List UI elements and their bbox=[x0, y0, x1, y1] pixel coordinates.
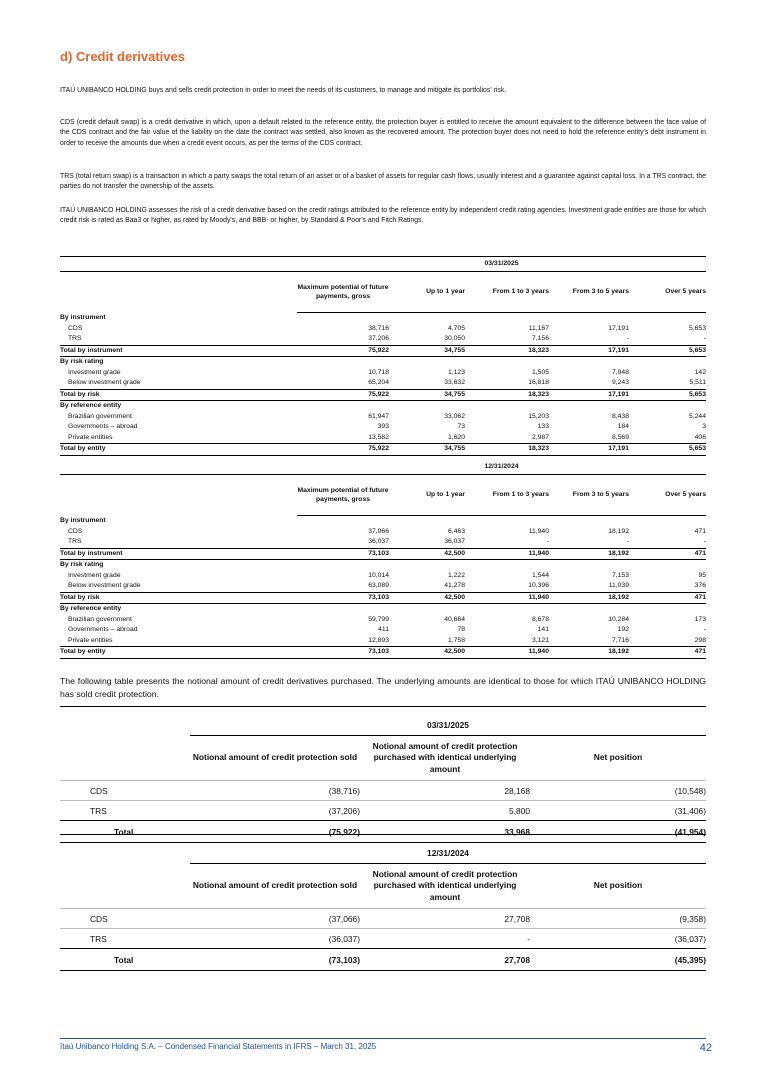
table-cell: Total bbox=[60, 821, 190, 843]
table-cell: 27,708 bbox=[360, 949, 530, 971]
table-cell: 36,037 bbox=[444, 538, 465, 546]
table-cell: Total bbox=[60, 949, 190, 971]
table-cell: Investment grade bbox=[68, 571, 121, 579]
table-cell: 28,168 bbox=[360, 781, 530, 801]
table-cell: Private entities bbox=[68, 433, 113, 441]
col-header-1-to-3: From 1 to 3 years bbox=[465, 475, 549, 516]
table-cell: 5,653 bbox=[629, 444, 706, 456]
table-cell: 471 bbox=[694, 527, 706, 535]
table-row bbox=[60, 433, 706, 444]
table-cell: 16,818 bbox=[528, 379, 549, 387]
table-cell: 18,192 bbox=[549, 647, 629, 659]
total-row bbox=[60, 647, 706, 659]
col-header-up-to-1: Up to 1 year bbox=[389, 475, 465, 516]
table-cell: 61,947 bbox=[368, 412, 389, 420]
table-cell: (73,103) bbox=[190, 949, 360, 971]
group-row bbox=[60, 313, 706, 324]
table-cell: 34,755 bbox=[389, 389, 465, 401]
table-cell: 9,243 bbox=[611, 379, 629, 387]
table-date: 12/31/2024 bbox=[297, 460, 706, 475]
col-header-net-position: Net position bbox=[593, 752, 643, 763]
table-cell: 10,396 bbox=[528, 582, 549, 590]
intro-paragraph: ITAÚ UNIBANCO HOLDING buys and sells credit protection in order to meet the needs of its customers, to manage and mitigate its portfolios' risk. bbox=[60, 87, 507, 94]
table-cell: 298 bbox=[694, 636, 706, 644]
table-row bbox=[60, 801, 706, 821]
table-date: 12/31/2024 bbox=[190, 843, 706, 864]
table-cell: 15,203 bbox=[528, 412, 549, 420]
table-cell: 11,940 bbox=[528, 527, 549, 535]
table-header-row bbox=[60, 272, 706, 313]
table-cell: - bbox=[703, 538, 706, 546]
table-cell: 11,940 bbox=[465, 548, 549, 560]
table-cell: 7,156 bbox=[531, 335, 549, 343]
col-header-1-to-3: From 1 to 3 years bbox=[465, 272, 549, 313]
table-date: 03/31/2025 bbox=[297, 257, 706, 272]
table-cell: 3 bbox=[702, 423, 706, 431]
table-cell: 75,922 bbox=[297, 345, 389, 357]
table-cell: Investment grade bbox=[68, 368, 121, 376]
table-cell: 17,191 bbox=[549, 389, 629, 401]
total-row bbox=[60, 345, 706, 357]
table-cell: 73,103 bbox=[297, 548, 389, 560]
table-cell: 34,755 bbox=[389, 444, 465, 456]
table-cell: 78 bbox=[457, 626, 465, 634]
table-cell: (9,358) bbox=[530, 909, 706, 929]
group-row bbox=[60, 516, 706, 527]
table-cell: 30,050 bbox=[444, 335, 465, 343]
table-row bbox=[60, 636, 706, 647]
table-cell: 38,716 bbox=[368, 324, 389, 332]
table-cell: 141 bbox=[537, 626, 549, 634]
table-cell: Total by instrument bbox=[60, 345, 297, 357]
table-cell: 8,569 bbox=[611, 433, 629, 441]
table-cell: 7,716 bbox=[611, 636, 629, 644]
table-row bbox=[60, 781, 706, 801]
group-row bbox=[60, 357, 706, 368]
total-row bbox=[60, 592, 706, 604]
table-cell: 40,664 bbox=[444, 615, 465, 623]
table-cell: 65,204 bbox=[368, 379, 389, 387]
table-cell: 42,500 bbox=[389, 548, 465, 560]
table-row bbox=[60, 537, 706, 548]
table-cell: 11,039 bbox=[608, 582, 629, 590]
table-row bbox=[60, 929, 706, 949]
table-cell: (41,954) bbox=[530, 821, 706, 843]
table-cell: By instrument bbox=[60, 517, 106, 525]
table-header-row bbox=[60, 864, 706, 909]
footer-text: Itaú Unibanco Holding S.A. – Condensed Financial Statements in IFRS – March 31, 2025 bbox=[60, 1042, 377, 1051]
table-cell: 11,940 bbox=[465, 592, 549, 604]
table-cell: 133 bbox=[537, 423, 549, 431]
notional-table-2025 bbox=[60, 706, 706, 843]
table-cell: 59,799 bbox=[368, 615, 389, 623]
table-row bbox=[60, 368, 706, 379]
table-cell: - bbox=[546, 538, 549, 546]
table-row bbox=[60, 625, 706, 636]
table-cell: 5,653 bbox=[688, 324, 706, 332]
table-cell: 75,922 bbox=[297, 389, 389, 401]
table-cell: Brazilian government bbox=[68, 412, 132, 420]
table-cell: 10,284 bbox=[608, 615, 629, 623]
table-cell: 7,153 bbox=[611, 571, 629, 579]
table-cell: 1,620 bbox=[447, 433, 465, 441]
table-cell: 10,014 bbox=[368, 571, 389, 579]
table-cell: Total by risk bbox=[60, 592, 297, 604]
footer-divider bbox=[60, 1038, 706, 1039]
table-cell: 2,987 bbox=[531, 433, 549, 441]
table-cell: 8,438 bbox=[611, 412, 629, 420]
table-cell: 18,323 bbox=[465, 345, 549, 357]
col-header-max-potential: Maximum potential of future payments, gross bbox=[297, 475, 389, 516]
table-date-row bbox=[60, 257, 706, 272]
maturity-table-2025 bbox=[60, 256, 706, 456]
table-cell: (10,548) bbox=[530, 781, 706, 801]
table-cell: 411 bbox=[378, 626, 389, 634]
table-cell: 34,755 bbox=[389, 345, 465, 357]
table-cell: 11,940 bbox=[465, 647, 549, 659]
table-cell: 17,191 bbox=[608, 324, 629, 332]
table-cell: 75,922 bbox=[297, 444, 389, 456]
table-cell: 27,708 bbox=[360, 909, 530, 929]
table-cell: 36,037 bbox=[368, 538, 389, 546]
table-cell: 18,192 bbox=[549, 548, 629, 560]
total-row bbox=[60, 389, 706, 401]
table-cell: Total by risk bbox=[60, 389, 297, 401]
table-cell: Private entities bbox=[68, 636, 113, 644]
table-date-row bbox=[60, 460, 706, 475]
table-cell: Total by entity bbox=[60, 444, 297, 456]
table-cell: 95 bbox=[698, 571, 706, 579]
table-cell: 37,066 bbox=[368, 527, 389, 535]
col-header-net-position: Net position bbox=[593, 880, 643, 891]
table-row bbox=[60, 334, 706, 345]
table-cell: (75,922) bbox=[190, 821, 360, 843]
maturity-table-2024 bbox=[60, 460, 706, 659]
table-cell: By instrument bbox=[60, 314, 106, 322]
table-cell: - bbox=[626, 538, 629, 546]
table-cell: 471 bbox=[629, 647, 706, 659]
table-cell: 4,705 bbox=[447, 324, 465, 332]
table-cell: 142 bbox=[694, 368, 706, 376]
table-cell: 1,544 bbox=[531, 571, 549, 579]
table-date: 03/31/2025 bbox=[190, 715, 706, 736]
table-cell: 8,678 bbox=[531, 615, 549, 623]
table-header-row bbox=[60, 475, 706, 516]
page-number: 42 bbox=[699, 1042, 712, 1054]
table-cell: 5,244 bbox=[688, 412, 706, 420]
table-row bbox=[60, 324, 706, 335]
table-cell: TRS bbox=[60, 801, 190, 821]
table-cell: Total by instrument bbox=[60, 548, 297, 560]
table-cell: 17,191 bbox=[549, 444, 629, 456]
table-top-rule bbox=[60, 707, 706, 716]
table-cell: By risk rating bbox=[60, 560, 706, 571]
table-cell: 393 bbox=[377, 423, 389, 431]
table-cell: 5,511 bbox=[689, 379, 706, 387]
table-header-row bbox=[60, 736, 706, 781]
table-cell: By reference entity bbox=[60, 401, 706, 412]
col-header-over-5: Over 5 years bbox=[629, 272, 706, 313]
table-cell: 376 bbox=[694, 582, 706, 590]
table-cell: (45,395) bbox=[530, 949, 706, 971]
table-cell: By reference entity bbox=[60, 604, 706, 615]
table-cell: 5,800 bbox=[360, 801, 530, 821]
col-header-3-to-5: From 3 to 5 years bbox=[549, 272, 629, 313]
table-cell: 471 bbox=[629, 592, 706, 604]
table-cell: - bbox=[703, 335, 706, 343]
col-header-protection-purchased: Notional amount of credit protection purchased with identical underlying amount bbox=[372, 740, 518, 774]
table-row bbox=[60, 581, 706, 592]
table-cell: 3,121 bbox=[531, 636, 549, 644]
table-cell: 41,278 bbox=[444, 582, 465, 590]
trs-paragraph: TRS (total return swap) is a transaction in which a party swaps the total return of an asset or of a basket of assets for regular cash flows, usually interest and a guarantee against capital loss. In a TRS contract, the parties do not transfer the ownership of the assets. bbox=[60, 173, 707, 191]
table-cell: 42,500 bbox=[389, 592, 465, 604]
table-cell: CDS bbox=[68, 324, 83, 332]
table-row bbox=[60, 527, 706, 538]
table-cell: 33,062 bbox=[444, 412, 465, 420]
table-cell: 7,948 bbox=[611, 368, 629, 376]
col-header-over-5: Over 5 years bbox=[629, 475, 706, 516]
table-row bbox=[60, 615, 706, 626]
section-title: d) Credit derivatives bbox=[60, 49, 185, 64]
total-row bbox=[60, 949, 706, 971]
table-cell: TRS bbox=[68, 538, 82, 546]
notional-note: The following table presents the notional amount of credit derivatives purchased. The underlying amounts are identical to those for which ITAÚ UNIBANCO HOLDING has sold credit protection. bbox=[60, 676, 706, 699]
col-header-protection-purchased: Notional amount of credit protection purchased with identical underlying amount bbox=[372, 868, 518, 902]
table-cell: - bbox=[703, 626, 706, 634]
table-cell: 63,089 bbox=[368, 582, 389, 590]
table-row bbox=[60, 422, 706, 433]
table-cell: 1,123 bbox=[447, 368, 465, 376]
table-cell: 11,167 bbox=[528, 324, 549, 332]
group-row bbox=[60, 401, 706, 412]
table-cell: Below investment grade bbox=[68, 379, 141, 387]
table-cell: 10,718 bbox=[368, 368, 389, 376]
table-cell: 13,582 bbox=[368, 433, 389, 441]
table-cell: TRS bbox=[68, 335, 82, 343]
table-row bbox=[60, 909, 706, 929]
group-row bbox=[60, 604, 706, 615]
table-cell: 17,191 bbox=[549, 345, 629, 357]
table-cell: 1,758 bbox=[447, 636, 465, 644]
table-cell: 5,653 bbox=[629, 389, 706, 401]
col-header-protection-sold: Notional amount of credit protection sold bbox=[192, 752, 358, 763]
table-cell: 18,323 bbox=[465, 389, 549, 401]
table-cell: Total by entity bbox=[60, 647, 297, 659]
table-cell: 73,103 bbox=[297, 647, 389, 659]
table-cell: 18,192 bbox=[608, 527, 629, 535]
table-cell: (37,206) bbox=[190, 801, 360, 821]
table-cell: 5,653 bbox=[629, 345, 706, 357]
table-cell: Governments – abroad bbox=[68, 423, 138, 431]
col-header-protection-sold: Notional amount of credit protection sold bbox=[192, 880, 358, 891]
table-cell: 184 bbox=[617, 423, 629, 431]
table-date-row bbox=[60, 843, 706, 864]
table-cell: 33,968 bbox=[360, 821, 530, 843]
table-cell: Governments – abroad bbox=[68, 626, 138, 634]
table-cell: 42,500 bbox=[389, 647, 465, 659]
table-cell: - bbox=[626, 335, 629, 343]
table-cell: 471 bbox=[629, 548, 706, 560]
table-cell: (36,037) bbox=[530, 929, 706, 949]
table-cell: 12,893 bbox=[368, 636, 389, 644]
total-row bbox=[60, 444, 706, 456]
col-header-max-potential: Maximum potential of future payments, gross bbox=[297, 272, 389, 313]
table-cell: 6,463 bbox=[447, 527, 465, 535]
table-cell: Below investment grade bbox=[68, 582, 141, 590]
table-cell: CDS bbox=[60, 909, 190, 929]
table-cell: 37,206 bbox=[368, 335, 389, 343]
table-cell: 406 bbox=[694, 433, 706, 441]
table-cell: 33,632 bbox=[444, 379, 465, 387]
table-row bbox=[60, 571, 706, 582]
table-date-row bbox=[60, 715, 706, 736]
cds-paragraph: CDS (credit default swap) is a credit derivative in which, upon a default related to the reference entity, the protection buyer is entitled to receive the amount equivalent to the difference between the face value of the CDS contract and the fair value of the liability on the date the contract was settled, also known as the recovered amount. The protection buyer does not need to hold the reference entity's debt instrument in order to receive the amounts due when a credit event occurs, as per the terms of the CDS contract. bbox=[60, 119, 706, 147]
rating-paragraph: ITAÚ UNIBANCO HOLDING assesses the risk of a credit derivative based on the credit ratings attributed to the reference entity by independent credit rating agencies. Investment grade entities are those for which credit risk is rated as Baa3 or higher, as rated by Moody's, and BBB- or higher, by Standard & Poor's and Fitch Ratings. bbox=[60, 207, 706, 225]
col-header-up-to-1: Up to 1 year bbox=[389, 272, 465, 313]
table-row bbox=[60, 378, 706, 389]
table-cell: 73,103 bbox=[297, 592, 389, 604]
col-header-3-to-5: From 3 to 5 years bbox=[549, 475, 629, 516]
table-cell: 192 bbox=[617, 626, 629, 634]
table-cell: (36,037) bbox=[190, 929, 360, 949]
table-cell: (31,406) bbox=[530, 801, 706, 821]
table-cell: 1,505 bbox=[531, 368, 549, 376]
table-cell: 18,323 bbox=[465, 444, 549, 456]
total-row bbox=[60, 548, 706, 560]
group-row bbox=[60, 560, 706, 571]
table-cell: 18,192 bbox=[549, 592, 629, 604]
table-cell: (37,066) bbox=[190, 909, 360, 929]
table-cell: (38,716) bbox=[190, 781, 360, 801]
table-cell: 1,222 bbox=[447, 571, 465, 579]
table-cell: Brazilian government bbox=[68, 615, 132, 623]
table-cell: - bbox=[360, 929, 530, 949]
notional-table-2024 bbox=[60, 834, 706, 971]
table-top-rule bbox=[60, 835, 706, 844]
table-cell: 173 bbox=[694, 615, 706, 623]
table-cell: CDS bbox=[60, 781, 190, 801]
table-cell: CDS bbox=[68, 527, 83, 535]
table-cell: TRS bbox=[60, 929, 190, 949]
table-row bbox=[60, 412, 706, 423]
table-cell: By risk rating bbox=[60, 357, 706, 368]
table-cell: 73 bbox=[457, 423, 465, 431]
